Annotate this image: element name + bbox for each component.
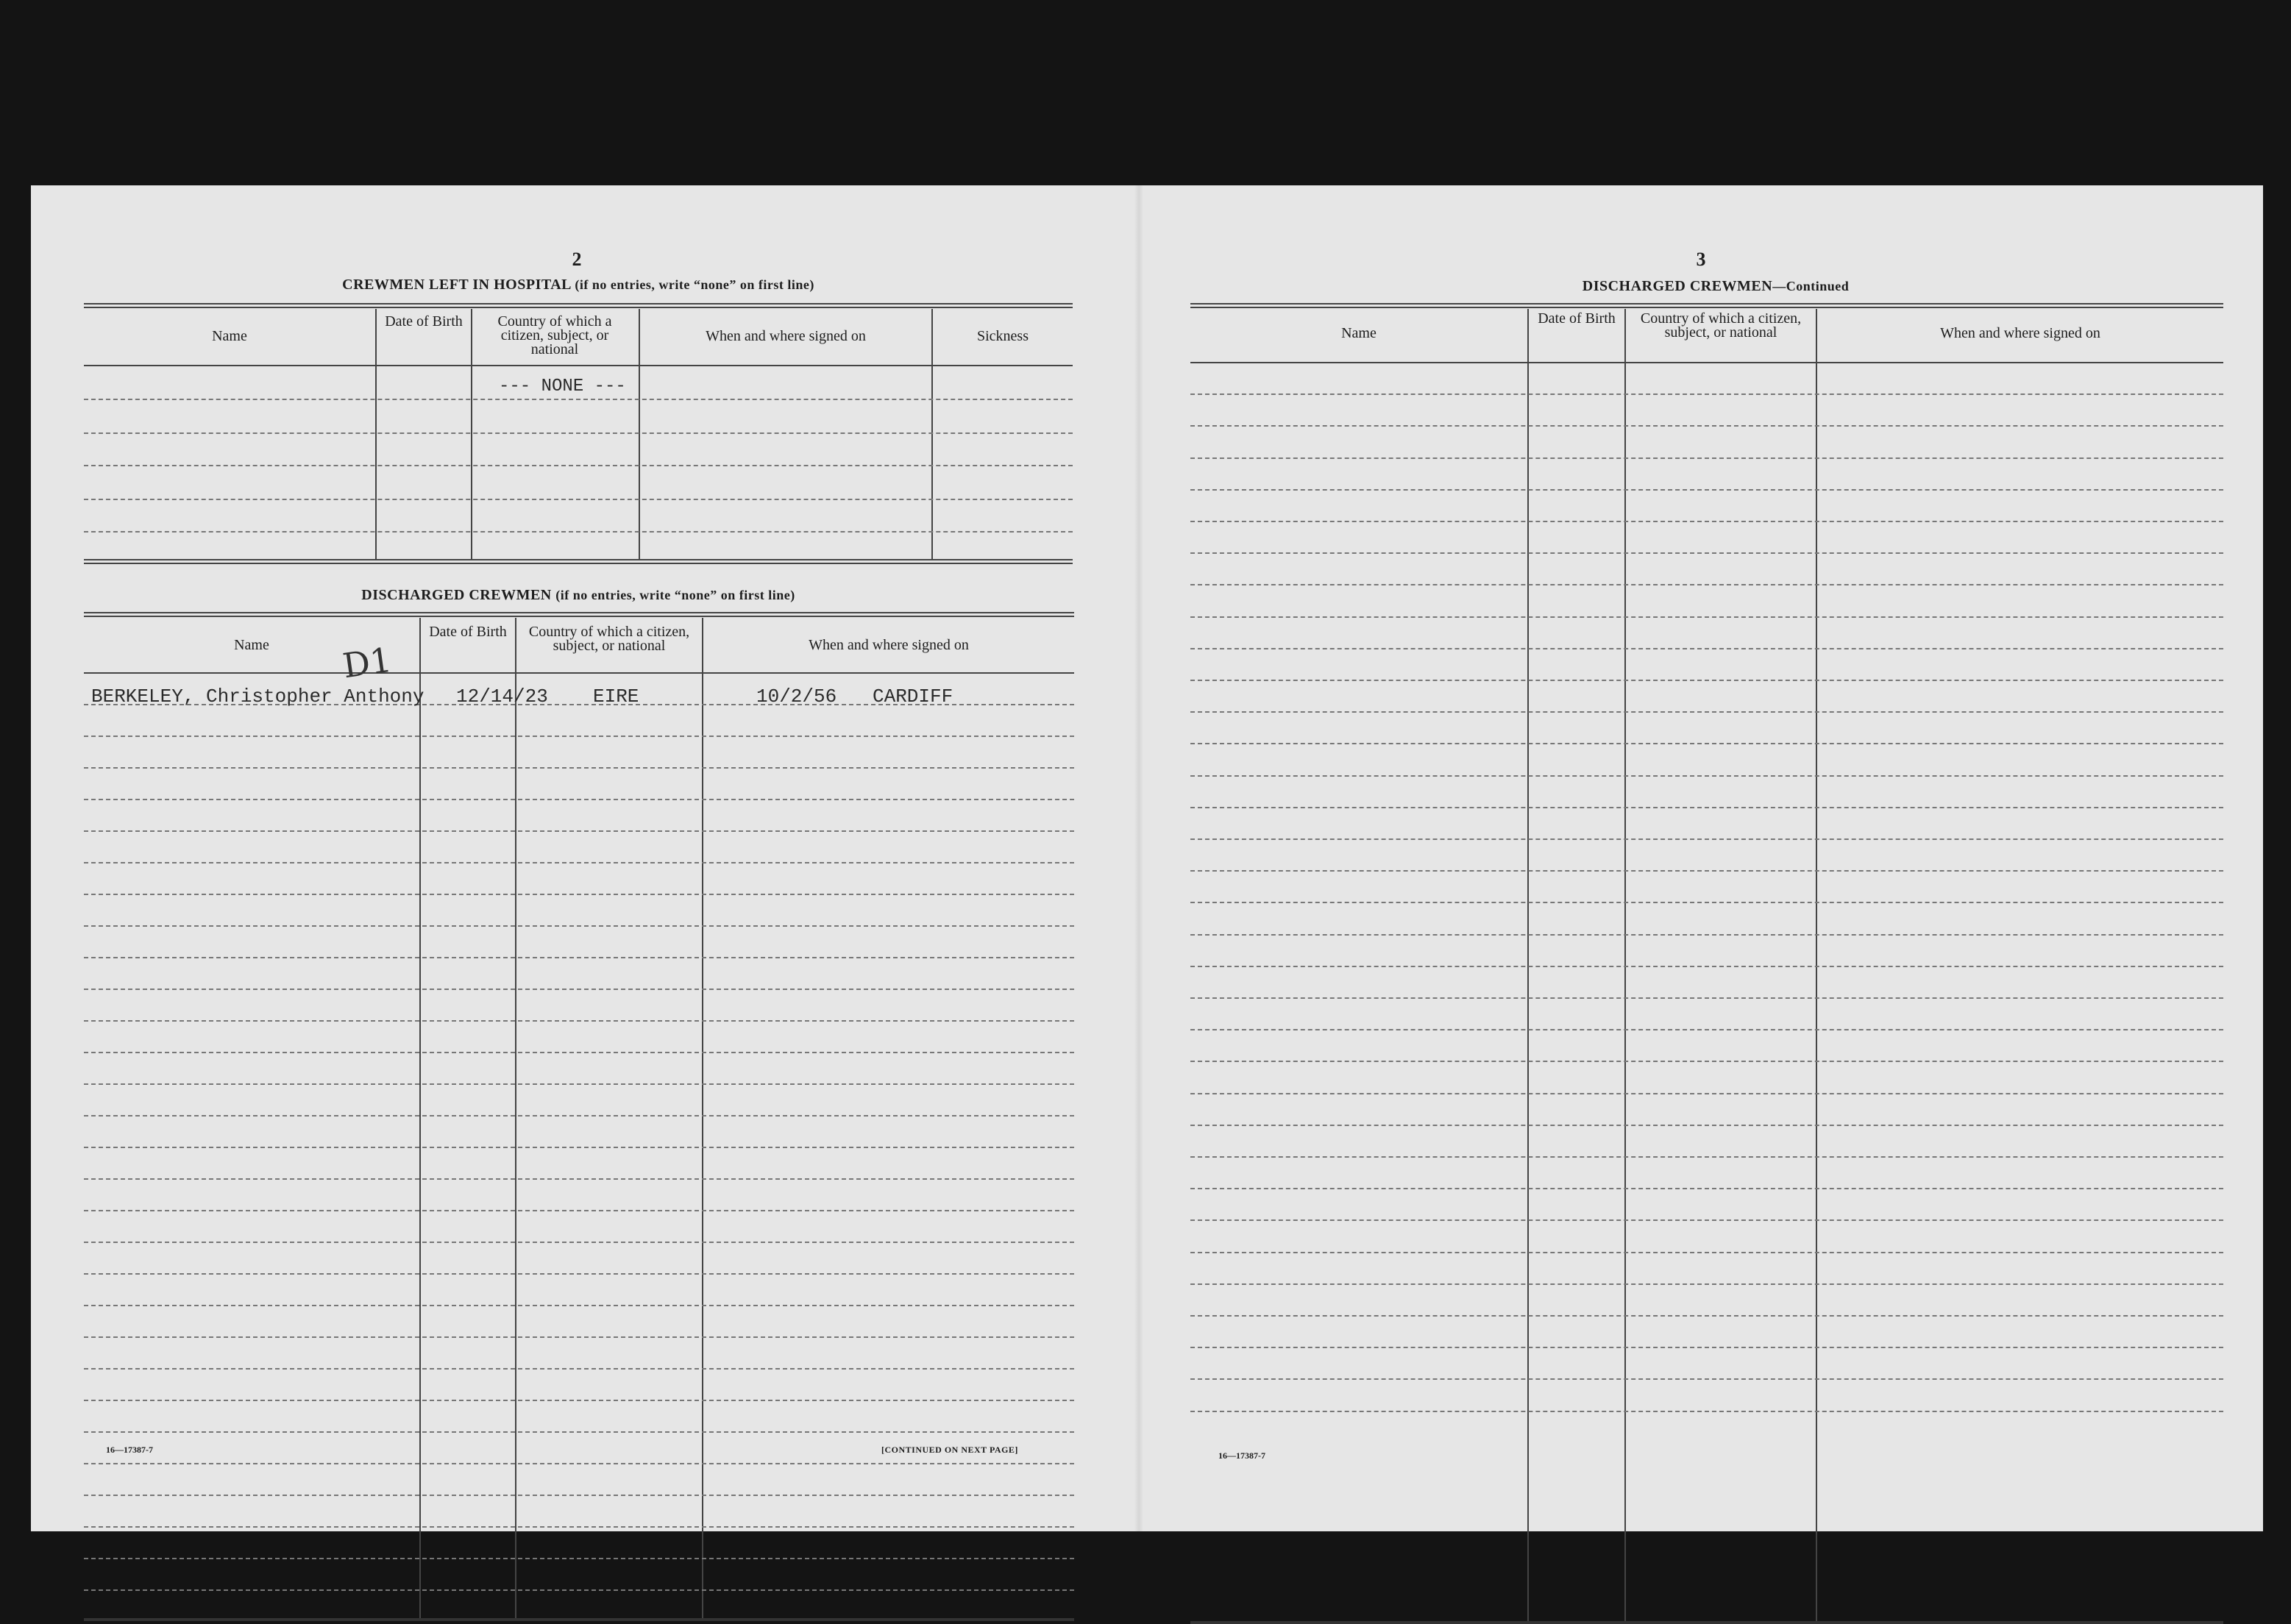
ruled-line [1190,1252,2223,1253]
ruled-line [1190,1315,2223,1317]
crewman-country: EIRE [593,685,639,708]
ruled-line [1190,1378,2223,1380]
ruled-line [1190,902,2223,903]
ruled-line [1190,966,2223,967]
ruled-line [84,830,1074,832]
discharged-title-text: DISCHARGED CREWMEN [361,587,552,603]
ruled-line [1190,1156,2223,1158]
ruled-line [1190,1411,2223,1412]
ruled-line [84,1242,1074,1243]
ruled-line [1190,425,2223,427]
crewman-name: BERKELEY, Christopher Anthony [91,685,425,708]
hospital-col-name: Name [212,328,247,344]
discharged-bottom-rule [84,1618,1074,1621]
right-title-text: DISCHARGED CREWMEN [1582,278,1773,294]
ruled-line [84,1052,1074,1053]
right-col-name: Name [1341,325,1377,341]
hospital-row-line [84,399,1073,400]
ruled-line [1190,1188,2223,1189]
hospital-section-title [85,277,1071,293]
ruled-line [1190,711,2223,713]
right-page-number: 3 [1696,249,1706,270]
right-footer-form-number: 16—17387-7 [1218,1450,1265,1461]
ruled-line [1190,584,2223,585]
ruled-line [1190,648,2223,649]
ruled-line [84,1178,1074,1180]
ruled-line [1190,1093,2223,1094]
crewman-signed-place: CARDIFF [873,685,953,708]
crewman-signed-date: 10/2/56 [756,685,837,708]
ruled-line [84,1305,1074,1306]
document-sheet [31,185,2263,1531]
hospital-bottom-rule [84,559,1073,564]
discharged-col-name: Name [234,637,269,653]
hospital-col-signed: When and where signed on [706,328,866,344]
ruled-line [1190,1061,2223,1062]
discharged-col-country: Country of which a citizen, subject, or national [528,624,690,654]
discharged-rows [84,672,1074,1618]
ruled-line [1190,743,2223,744]
ruled-line [1190,1029,2223,1030]
ruled-line [84,1273,1074,1275]
discharged-title-note: (if no entries, write “none” on first line) [555,588,795,602]
ruled-line [1190,807,2223,808]
ruled-line [1190,616,2223,618]
ruled-line [1190,1283,2223,1285]
ruled-line [1190,489,2223,491]
page-fold [1134,185,1143,1531]
ruled-line [1190,521,2223,522]
ruled-line [1190,552,2223,554]
ruled-line [84,736,1074,737]
right-top-rule [1190,303,2223,308]
hospital-row-line [84,499,1073,500]
hospital-row-line [84,531,1073,533]
ruled-line [1190,775,2223,777]
ruled-line [1190,1347,2223,1348]
ruled-line [84,1526,1074,1528]
ruled-line [1190,997,2223,999]
ruled-line [1190,1125,2223,1126]
right-col-signed: When and where signed on [1940,325,2100,341]
right-bottom-rule [1190,1621,2223,1624]
right-col-dob: Date of Birth [1538,310,1616,327]
ruled-line [1190,457,2223,459]
hospital-title-text: CREWMEN LEFT IN HOSPITAL [342,277,571,293]
hospital-top-rule [84,303,1073,308]
ruled-line [84,1336,1074,1338]
discharged-top-rule [84,612,1074,617]
discharged-section-title [85,587,1071,604]
ruled-line [84,1589,1074,1591]
ruled-line [84,1400,1074,1401]
ruled-line [84,862,1074,863]
hospital-col-sickness: Sickness [977,328,1029,344]
hospital-row-line [84,432,1073,434]
hospital-title-note: (if no entries, write “none” on first line) [575,277,814,292]
hospital-row-line [84,465,1073,466]
hospital-col-country: Country of which a citizen, subject, or national [497,313,612,357]
ruled-line [1190,934,2223,936]
discharged-col-dob: Date of Birth [429,624,507,640]
right-title-suffix: —Continued [1772,279,1850,293]
ruled-line [84,1020,1074,1022]
ruled-line [84,1210,1074,1211]
ruled-line [84,894,1074,895]
ruled-line [84,1115,1074,1116]
ruled-line [84,1368,1074,1370]
ruled-line [84,925,1074,927]
continued-on-next-page: [CONTINUED ON NEXT PAGE] [881,1445,1018,1455]
crewman-dob: 12/14/23 [456,685,548,708]
right-section-title [1274,278,2157,295]
handwritten-mark: D1 [340,639,394,686]
ruled-line [1190,870,2223,872]
hospital-col-dob: Date of Birth [385,313,463,330]
left-footer-form-number: 16—17387-7 [106,1445,153,1455]
right-col-country: Country of which a citizen, subject, or national [1640,310,1802,341]
ruled-line [1190,1219,2223,1221]
ruled-line [84,989,1074,990]
ruled-line [84,767,1074,769]
right-rows [1190,362,2223,1621]
ruled-line [1190,393,2223,395]
ruled-line [84,1558,1074,1559]
ruled-line [84,799,1074,800]
hospital-none-entry: --- NONE --- [499,377,626,396]
ruled-line [84,1083,1074,1085]
ruled-line [84,957,1074,958]
ruled-line [84,1431,1074,1433]
ruled-line [84,1463,1074,1464]
ruled-line [1190,838,2223,840]
ruled-line [1190,680,2223,681]
left-page-number: 2 [572,249,582,270]
ruled-line [84,1495,1074,1496]
ruled-line [84,1147,1074,1148]
discharged-col-signed: When and where signed on [809,637,969,653]
